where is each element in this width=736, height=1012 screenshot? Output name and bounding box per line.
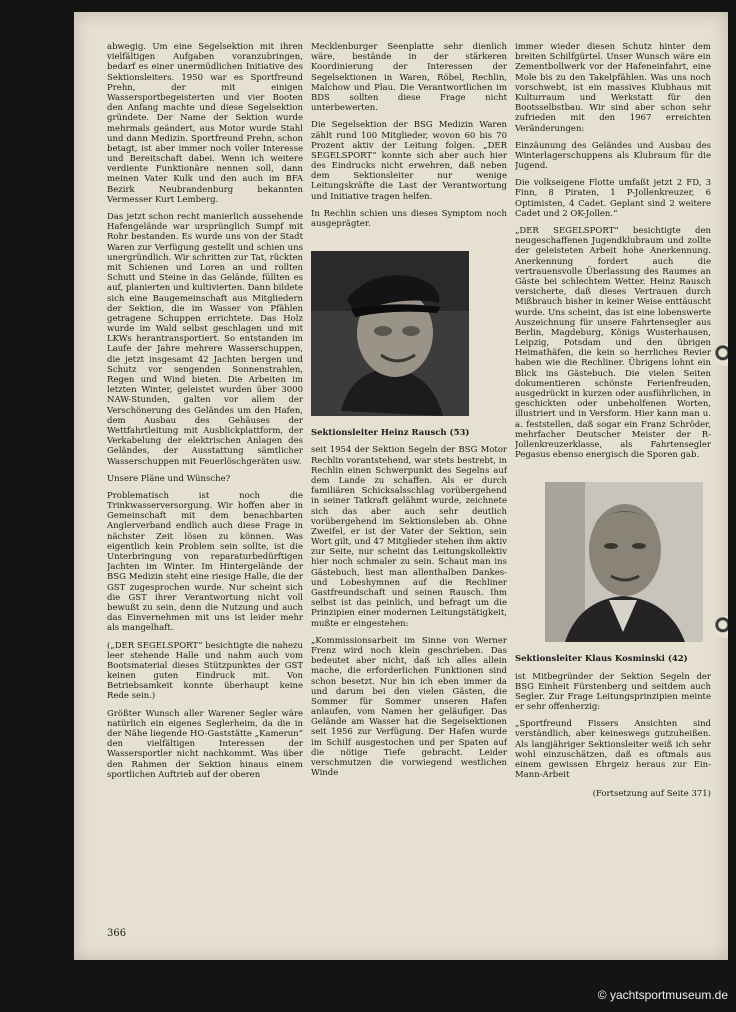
paragraph: ist Mitbegründer der Sektion Segeln der BSG Einheit Fürstenberg und seitdem auch Segler. Zur Frage Leitungsprinzipien meinte er sehr offenherzig: [515, 671, 711, 713]
binder-hole-icon [714, 616, 728, 638]
photo-caption: Sektionsleiter Heinz Rausch (53) [311, 428, 470, 439]
binder-hole-icon [714, 344, 728, 366]
paragraph: Problematisch ist noch die Trinkwasserversorgung. Wir hoffen aber in Gemeinschaft mit dem benachbarten Anglerverband endlich auch diese Frage in nächster Zeit lösen zu können. Was eigentlich kein Problem sein sollte, ist die Unterbringung von reparaturbedürftigen Jachten im Winter. Im Hintergelände der BSG Medizin steht eine riesige Halle, die der GST zugesprochen wurde. Nur scheint sich die GST ihrer Verantwortung nicht voll bewußt zu sein, denn die Nutzung und auch das Einvernehmen mit uns ist leider mehr als mangelhaft. [107, 490, 303, 634]
paragraph: Die volkseigene Flotte umfaßt jetzt 2 FD, 3 Finn, 8 Piraten, 1 P-Jollenkreuzer, 6 Optimisten, 4 Cadet. Geplant sind 2 weitere Cadet und 2 OK-Jollen.“ [515, 178, 711, 219]
text-column-2 [311, 42, 507, 942]
portrait-photo-heinz-rausch [311, 251, 469, 416]
paragraph: seit 1954 der Sektion Segeln der BSG Motor Rechlin vorantstehend, war stets bestrebt, in Rechlin einen Schwerpunkt des Segelns auf dem Lande zu schaffen. Als er durch familiären Schicksalsschlag vorübergehend in seiner Tatkraft gelähmt wurde, zeichnete sich das aber auch sehr deutlich vorübergehend im Sektionsleben ab. Ohne Zweifel, er ist der Vater der Sektion, sein Wort gilt, und 47 Mitglieder stehen ihm aktiv zur Seite, nur scheint das Leitungskollektiv hier noch schmaler zu sein. Schaut man ins Gästebuch, liest man allenthalben Dankes- und Lobeshymnen auf die Rechliner Gastfreundschaft und seinen Rausch. Ihm selbst ist das peinlich, und befragt um die Prinzipien einer modernen Leitungstätigkeit, mußte er eingestehen: [311, 445, 507, 629]
paragraph: Größter Wunsch aller Warener Segler wäre natürlich ein eigenes Seglerheim, da die in der Nähe liegende HO-Gaststätte „Kamerun“ den vielfältigen Interessen der Wassersportler nicht nachkommt. Was über den Rahmen der Sektion hinaus einem sportlichen Auftrieb auf der oberen [107, 708, 303, 780]
watermark: © yachtsportmuseum.de [597, 988, 728, 1002]
paragraph: immer wieder diesen Schutz hinter dem breiten Schilfgürtel. Unser Wunsch wäre ein Zementbollwerk vor der Hafeneinfahrt, eine Mole bis zu den Takelpfählen. Was uns noch vorschwebt, ist ein massives Klubhaus mit Kulturraum und Werkstatt für den Bootsselbstbau. Wir sind aber schon sehr zufrieden mit den 1967 erreichten Veränderungen: [515, 42, 711, 134]
photo-caption: Sektionsleiter Klaus Kosminski (42) [515, 654, 688, 665]
text-column-3 [515, 42, 711, 942]
paragraph: „DER SEGELSPORT“ besichtigte den neugeschaffenen Jugendklubraum und zollte der geleisteten Arbeit hohe Anerkennung. Anerkennung fordert auch die vertrauensvolle Überlassung des Raumes an Gäste bei schlechtem Wetter. Heinz Rausch versicherte, daß dieses Vertrauen durch Mißbrauch bisher in keiner Weise enttäuscht wurde. Uns scheint, das ist eine lobenswerte Auszeichnung für unsere Fahrtensegler aus Berlin, Magdeburg, Königs Wusterhausen, Leipzig, Potsdam und den übrigen Heimathäfen, die kein so herrliches Revier haben wie die Rechliner. Übrigens lohnt ein Blick ins Gästebuch. Die vielen Seiten dokumentieren schönste Ferienfreuden, ausgedrückt in kurzen oder ausführlichen, in geschickten oder unbeholfenen Worten, illustriert und in Versform. Hier kann man u. a. feststellen, daß sogar ein Franz Schröder, mehrfacher Deutscher Meister der R-Jollenkreuzerklasse, als Fahrtensegler Pegasus ebenso energisch die Sporen gab. [515, 226, 711, 461]
paragraph: abwegig. Um eine Segelsektion mit ihren vielfältigen Aufgaben voranzubringen, bedarf es einer unermüdlichen Initiative des Sektionsleiters. 1950 war es Sportfreund Prehn, der mit einigen Wassersportbegeisterten und vier Booten den Anfang machte und diese Segelsektion gründete. Der Name der Sektion wurde mehrmals geändert, aus Motor wurde Stahl und dann Medizin. Sportfreund Prehn, schon betagt, ist aber immer noch voller Interesse und Bereitschaft dabei. Wenn ich weitere verdiente Funktionäre nennen soll, dann meinen Vater Kulk und den auch im BFA Bezirk Neubrandenburg bekannten Vermesser Kurt Lemberg. [107, 42, 303, 205]
paragraph: In Rechlin schien uns dieses Symptom noch ausgeprägter. [311, 208, 507, 229]
paragraph: Mecklenburger Seenplatte sehr dienlich wäre, bestände in der stärkeren Koordinierung der Interessen der Segelsektionen in Waren, Röbel, Rechlin, Malchow und Plau. Die Verantwortlichen im BDS sollten diese Frage nicht unterbewerten. [311, 42, 507, 114]
paragraph: Unsere Pläne und Wünsche? [107, 473, 231, 484]
text-column-1 [107, 42, 303, 942]
paragraph: Das jetzt schon recht manierlich aussehende Hafengelände war ursprünglich Sumpf mit Rohr bestanden. Es wurde uns von der Stadt Waren zur Verfügung gestellt und schien uns unergründlich. Wir schritten zur Tat, rückten mit Schienen und Loren an und rollten Schutt und Steine in das Gelände, füllten es auf, planierten und kultivierten. Dann bildete sich eine Baugemeinschaft aus Mitgliedern der Sektion, die im Wasser von Pfählen getragene Schuppen errichtete. Das Holz wurde im Wald selbst geschlagen und mit LKWs herantransportiert. So entstanden im Laufe der Jahre mehrere Wasserschuppen, die jetzt insgesamt 42 Jachten bergen und Schutz vor sengenden Sonnenstrahlen, Regen und Wind bieten. Die Arbeiten im letzten Winter, geleistet wurden über 3000 NAW-Stunden, galten vor allem der Verschönerung des Geländes um den Hafen, dem Ausbau des Gehäuses der Wettfahrtleitung mit Ausblickplattform, der Verkabelung der elektrischen Anlagen des Geländes, der Ausstattung sämtlicher Wasserschuppen mit Feuerlöschgeräten usw. [107, 212, 303, 467]
paragraph: Einzäunung des Geländes und Ausbau des Winterlagerschuppens als Klubraum für die Jugend. [515, 140, 711, 172]
paragraph: „Kommissionsarbeit im Sinne von Werner Frenz wird noch klein geschrieben. Das bedeutet aber nicht, daß ich alles allein mache, die erforderlichen Funktionen sind schon besetzt. Nur bin ich eben immer da und darum bei den vielen Gästen, die Sommer für Sommer unseren Hafen anlaufen, vom Namen her geläufiger. Das Gelände am Wasser hat die Segelsektionen seit 1956 zur Verfügung. Der Hafen wurde im Schilf ausgestochen und per Spaten auf die nötige Tiefe gebracht. Leider verschmutzen die vorwiegend westlichen Winde [311, 635, 507, 779]
paragraph: „Sportfreund Fissers Ansichten sind verständlich, aber keineswegs gutzuheißen. Als langjähriger Sektionsleiter weiß ich sehr wohl einzuschätzen, daß es oftmals aus einem gewissen Ehrgeiz heraus zur Ein-Mann-Arbeit [515, 719, 711, 781]
portrait-photo-klaus-kosminski [545, 482, 703, 642]
magazine-page [74, 12, 728, 960]
page-number: 366 [107, 928, 127, 939]
continuation-note: (Fortsetzung auf Seite 371) [592, 789, 711, 800]
paragraph: Die Segelsektion der BSG Medizin Waren zählt rund 100 Mitglieder, wovon 60 bis 70 Prozent aktiv der Leitung folgen. „DER SEGELSPORT“ konnte sich aber auch hier des Eindrucks nicht erwehren, daß neben dem Sektionsleiter nur wenige Leitungskräfte die Last der Verantwortung und Initiative tragen helfen. [311, 120, 507, 202]
paragraph: („DER SEGELSPORT“ besichtigte die nahezu leer stehende Halle und nahm auch vom Bootsmaterial dieses Stützpunktes der GST keinen guten Eindruck mit. Von Betriebsamkeit konnte überhaupt keine Rede sein.) [107, 640, 303, 702]
